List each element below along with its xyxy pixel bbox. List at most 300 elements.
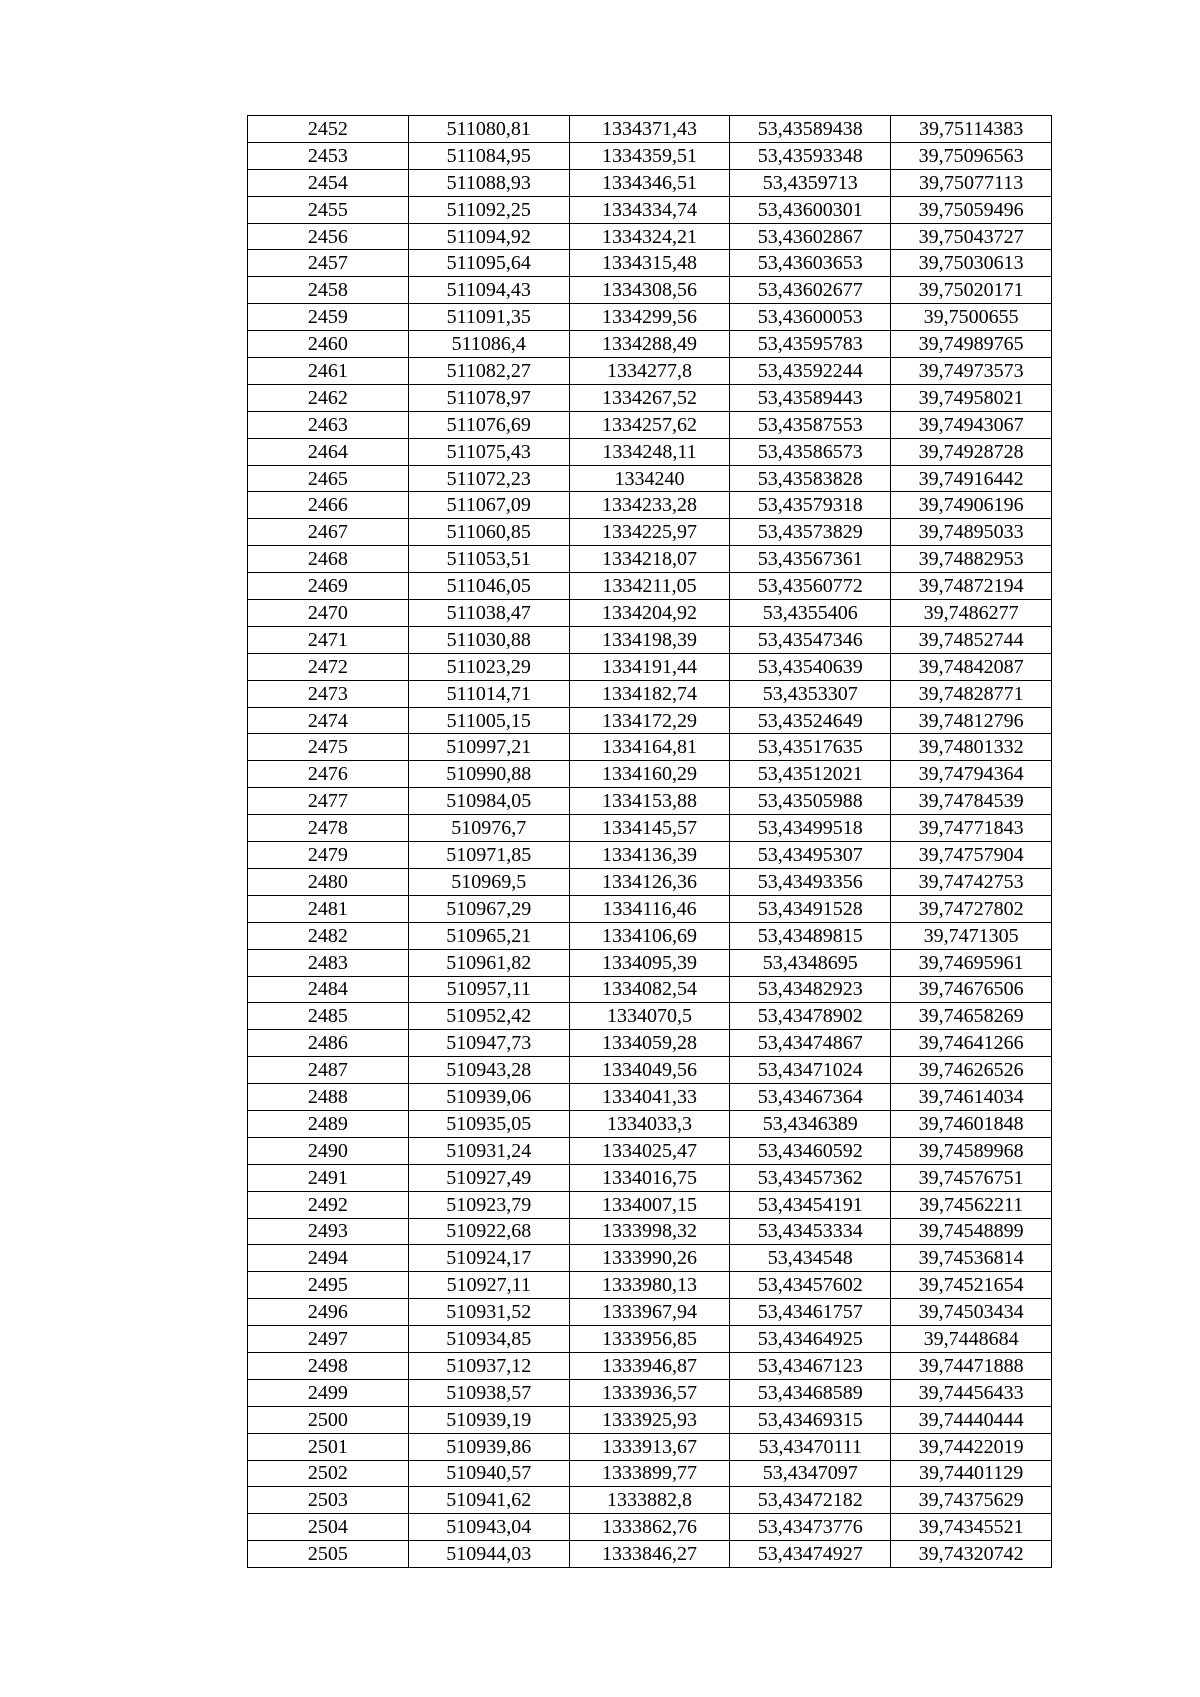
latitude-cell: 53,43489815 (730, 922, 891, 949)
point-number-cell: 2473 (248, 680, 409, 707)
y-coordinate-cell: 1334334,74 (569, 196, 730, 223)
point-number-cell: 2489 (248, 1110, 409, 1137)
y-coordinate-cell: 1334116,46 (569, 895, 730, 922)
y-coordinate-cell: 1333956,85 (569, 1326, 730, 1353)
latitude-cell: 53,43589438 (730, 116, 891, 143)
latitude-cell: 53,43478902 (730, 1003, 891, 1030)
point-number-cell: 2502 (248, 1460, 409, 1487)
y-coordinate-cell: 1334240 (569, 465, 730, 492)
table-row (248, 411, 1052, 438)
longitude-cell: 39,74872194 (891, 573, 1052, 600)
x-coordinate-cell: 511023,29 (408, 653, 569, 680)
x-coordinate-cell: 510922,68 (408, 1218, 569, 1245)
table-row (248, 815, 1052, 842)
latitude-cell: 53,43540639 (730, 653, 891, 680)
point-number-cell: 2503 (248, 1487, 409, 1514)
longitude-cell: 39,75059496 (891, 196, 1052, 223)
latitude-cell: 53,4353307 (730, 680, 891, 707)
y-coordinate-cell: 1334211,05 (569, 573, 730, 600)
table-row (248, 331, 1052, 358)
x-coordinate-cell: 511005,15 (408, 707, 569, 734)
point-number-cell: 2493 (248, 1218, 409, 1245)
x-coordinate-cell: 510947,73 (408, 1030, 569, 1057)
point-number-cell: 2490 (248, 1137, 409, 1164)
latitude-cell: 53,43464925 (730, 1326, 891, 1353)
y-coordinate-cell: 1334041,33 (569, 1084, 730, 1111)
y-coordinate-cell: 1334033,3 (569, 1110, 730, 1137)
x-coordinate-cell: 510957,11 (408, 976, 569, 1003)
x-coordinate-cell: 510939,86 (408, 1433, 569, 1460)
latitude-cell: 53,43603653 (730, 250, 891, 277)
table-row (248, 492, 1052, 519)
table-row (248, 868, 1052, 895)
latitude-cell: 53,43468589 (730, 1379, 891, 1406)
latitude-cell: 53,43579318 (730, 492, 891, 519)
longitude-cell: 39,74895033 (891, 519, 1052, 546)
table-row (248, 1299, 1052, 1326)
y-coordinate-cell: 1334299,56 (569, 304, 730, 331)
x-coordinate-cell: 511094,43 (408, 277, 569, 304)
y-coordinate-cell: 1333998,32 (569, 1218, 730, 1245)
longitude-cell: 39,75114383 (891, 116, 1052, 143)
table-row (248, 1110, 1052, 1137)
point-number-cell: 2486 (248, 1030, 409, 1057)
table-row (248, 788, 1052, 815)
y-coordinate-cell: 1334248,11 (569, 438, 730, 465)
y-coordinate-cell: 1334007,15 (569, 1191, 730, 1218)
y-coordinate-cell: 1333899,77 (569, 1460, 730, 1487)
table-row (248, 653, 1052, 680)
y-coordinate-cell: 1334145,57 (569, 815, 730, 842)
x-coordinate-cell: 511084,95 (408, 142, 569, 169)
latitude-cell: 53,4355406 (730, 600, 891, 627)
y-coordinate-cell: 1334225,97 (569, 519, 730, 546)
y-coordinate-cell: 1334059,28 (569, 1030, 730, 1057)
x-coordinate-cell: 511030,88 (408, 626, 569, 653)
y-coordinate-cell: 1334191,44 (569, 653, 730, 680)
y-coordinate-cell: 1334160,29 (569, 761, 730, 788)
y-coordinate-cell: 1334106,69 (569, 922, 730, 949)
latitude-cell: 53,43512021 (730, 761, 891, 788)
latitude-cell: 53,4359713 (730, 169, 891, 196)
table-row (248, 116, 1052, 143)
table-row (248, 680, 1052, 707)
longitude-cell: 39,74928728 (891, 438, 1052, 465)
point-number-cell: 2455 (248, 196, 409, 223)
table-row (248, 1030, 1052, 1057)
longitude-cell: 39,74906196 (891, 492, 1052, 519)
longitude-cell: 39,74801332 (891, 734, 1052, 761)
y-coordinate-cell: 1334070,5 (569, 1003, 730, 1030)
x-coordinate-cell: 510941,62 (408, 1487, 569, 1514)
x-coordinate-cell: 510924,17 (408, 1245, 569, 1272)
point-number-cell: 2456 (248, 223, 409, 250)
longitude-cell: 39,74973573 (891, 358, 1052, 385)
latitude-cell: 53,43567361 (730, 546, 891, 573)
x-coordinate-cell: 511072,23 (408, 465, 569, 492)
x-coordinate-cell: 510931,24 (408, 1137, 569, 1164)
y-coordinate-cell: 1333946,87 (569, 1352, 730, 1379)
table-row (248, 223, 1052, 250)
latitude-cell: 53,43517635 (730, 734, 891, 761)
latitude-cell: 53,4347097 (730, 1460, 891, 1487)
x-coordinate-cell: 510961,82 (408, 949, 569, 976)
longitude-cell: 39,75077113 (891, 169, 1052, 196)
longitude-cell: 39,75020171 (891, 277, 1052, 304)
point-number-cell: 2466 (248, 492, 409, 519)
point-number-cell: 2482 (248, 922, 409, 949)
x-coordinate-cell: 511078,97 (408, 384, 569, 411)
y-coordinate-cell: 1334198,39 (569, 626, 730, 653)
x-coordinate-cell: 511095,64 (408, 250, 569, 277)
table-row (248, 384, 1052, 411)
longitude-cell: 39,74626526 (891, 1057, 1052, 1084)
point-number-cell: 2471 (248, 626, 409, 653)
table-row (248, 465, 1052, 492)
longitude-cell: 39,74943067 (891, 411, 1052, 438)
longitude-cell: 39,74771843 (891, 815, 1052, 842)
table-row (248, 949, 1052, 976)
x-coordinate-cell: 511067,09 (408, 492, 569, 519)
longitude-cell: 39,74589968 (891, 1137, 1052, 1164)
point-number-cell: 2468 (248, 546, 409, 573)
x-coordinate-cell: 511038,47 (408, 600, 569, 627)
longitude-cell: 39,74614034 (891, 1084, 1052, 1111)
point-number-cell: 2501 (248, 1433, 409, 1460)
longitude-cell: 39,74852744 (891, 626, 1052, 653)
table-row (248, 358, 1052, 385)
x-coordinate-cell: 510939,06 (408, 1084, 569, 1111)
longitude-cell: 39,74503434 (891, 1299, 1052, 1326)
latitude-cell: 53,43472182 (730, 1487, 891, 1514)
latitude-cell: 53,43573829 (730, 519, 891, 546)
table-row (248, 1137, 1052, 1164)
point-number-cell: 2483 (248, 949, 409, 976)
table-row (248, 250, 1052, 277)
latitude-cell: 53,4346389 (730, 1110, 891, 1137)
x-coordinate-cell: 510938,57 (408, 1379, 569, 1406)
latitude-cell: 53,43454191 (730, 1191, 891, 1218)
latitude-cell: 53,43593348 (730, 142, 891, 169)
y-coordinate-cell: 1334359,51 (569, 142, 730, 169)
y-coordinate-cell: 1333990,26 (569, 1245, 730, 1272)
y-coordinate-cell: 1333967,94 (569, 1299, 730, 1326)
point-number-cell: 2495 (248, 1272, 409, 1299)
x-coordinate-cell: 510944,03 (408, 1541, 569, 1568)
longitude-cell: 39,74695961 (891, 949, 1052, 976)
point-number-cell: 2499 (248, 1379, 409, 1406)
point-number-cell: 2487 (248, 1057, 409, 1084)
longitude-cell: 39,74548899 (891, 1218, 1052, 1245)
table-row (248, 1406, 1052, 1433)
table-row (248, 519, 1052, 546)
y-coordinate-cell: 1334095,39 (569, 949, 730, 976)
x-coordinate-cell: 511080,81 (408, 116, 569, 143)
x-coordinate-cell: 511092,25 (408, 196, 569, 223)
longitude-cell: 39,74958021 (891, 384, 1052, 411)
table-row (248, 1379, 1052, 1406)
longitude-cell: 39,74916442 (891, 465, 1052, 492)
latitude-cell: 53,43595783 (730, 331, 891, 358)
y-coordinate-cell: 1334082,54 (569, 976, 730, 1003)
point-number-cell: 2476 (248, 761, 409, 788)
table-row (248, 600, 1052, 627)
point-number-cell: 2463 (248, 411, 409, 438)
point-number-cell: 2479 (248, 842, 409, 869)
y-coordinate-cell: 1334025,47 (569, 1137, 730, 1164)
table-row (248, 626, 1052, 653)
latitude-cell: 53,43473776 (730, 1514, 891, 1541)
y-coordinate-cell: 1334371,43 (569, 116, 730, 143)
longitude-cell: 39,74375629 (891, 1487, 1052, 1514)
longitude-cell: 39,74422019 (891, 1433, 1052, 1460)
table-row (248, 1218, 1052, 1245)
x-coordinate-cell: 510967,29 (408, 895, 569, 922)
table-row (248, 546, 1052, 573)
point-number-cell: 2453 (248, 142, 409, 169)
point-number-cell: 2464 (248, 438, 409, 465)
point-number-cell: 2474 (248, 707, 409, 734)
latitude-cell: 53,43586573 (730, 438, 891, 465)
longitude-cell: 39,7486277 (891, 600, 1052, 627)
table-row (248, 1433, 1052, 1460)
latitude-cell: 53,43491528 (730, 895, 891, 922)
y-coordinate-cell: 1334182,74 (569, 680, 730, 707)
table-row (248, 169, 1052, 196)
table-row (248, 1084, 1052, 1111)
longitude-cell: 39,74676506 (891, 976, 1052, 1003)
point-number-cell: 2485 (248, 1003, 409, 1030)
x-coordinate-cell: 511082,27 (408, 358, 569, 385)
x-coordinate-cell: 510923,79 (408, 1191, 569, 1218)
longitude-cell: 39,74757904 (891, 842, 1052, 869)
latitude-cell: 53,43470111 (730, 1433, 891, 1460)
x-coordinate-cell: 511088,93 (408, 169, 569, 196)
point-number-cell: 2505 (248, 1541, 409, 1568)
latitude-cell: 53,43547346 (730, 626, 891, 653)
latitude-cell: 53,43474927 (730, 1541, 891, 1568)
point-number-cell: 2477 (248, 788, 409, 815)
x-coordinate-cell: 510943,04 (408, 1514, 569, 1541)
table-row (248, 734, 1052, 761)
latitude-cell: 53,434548 (730, 1245, 891, 1272)
point-number-cell: 2481 (248, 895, 409, 922)
longitude-cell: 39,74882953 (891, 546, 1052, 573)
x-coordinate-cell: 510990,88 (408, 761, 569, 788)
x-coordinate-cell: 510976,7 (408, 815, 569, 842)
x-coordinate-cell: 510969,5 (408, 868, 569, 895)
longitude-cell: 39,74320742 (891, 1541, 1052, 1568)
longitude-cell: 39,74727802 (891, 895, 1052, 922)
y-coordinate-cell: 1333913,67 (569, 1433, 730, 1460)
y-coordinate-cell: 1333846,27 (569, 1541, 730, 1568)
latitude-cell: 53,43592244 (730, 358, 891, 385)
latitude-cell: 53,43469315 (730, 1406, 891, 1433)
x-coordinate-cell: 510997,21 (408, 734, 569, 761)
point-number-cell: 2496 (248, 1299, 409, 1326)
longitude-cell: 39,74401129 (891, 1460, 1052, 1487)
latitude-cell: 53,43474867 (730, 1030, 891, 1057)
point-number-cell: 2488 (248, 1084, 409, 1111)
table-row (248, 142, 1052, 169)
x-coordinate-cell: 510931,52 (408, 1299, 569, 1326)
latitude-cell: 53,43482923 (730, 976, 891, 1003)
point-number-cell: 2470 (248, 600, 409, 627)
point-number-cell: 2500 (248, 1406, 409, 1433)
y-coordinate-cell: 1334324,21 (569, 223, 730, 250)
point-number-cell: 2492 (248, 1191, 409, 1218)
point-number-cell: 2494 (248, 1245, 409, 1272)
longitude-cell: 39,74812796 (891, 707, 1052, 734)
point-number-cell: 2475 (248, 734, 409, 761)
table-row (248, 196, 1052, 223)
latitude-cell: 53,43602677 (730, 277, 891, 304)
latitude-cell: 53,43493356 (730, 868, 891, 895)
table-row (248, 1487, 1052, 1514)
y-coordinate-cell: 1334126,36 (569, 868, 730, 895)
table-row (248, 895, 1052, 922)
table-row (248, 1003, 1052, 1030)
longitude-cell: 39,74456433 (891, 1379, 1052, 1406)
longitude-cell: 39,74641266 (891, 1030, 1052, 1057)
x-coordinate-cell: 511091,35 (408, 304, 569, 331)
latitude-cell: 53,43602867 (730, 223, 891, 250)
point-number-cell: 2497 (248, 1326, 409, 1353)
y-coordinate-cell: 1334346,51 (569, 169, 730, 196)
table-row (248, 1191, 1052, 1218)
y-coordinate-cell: 1334267,52 (569, 384, 730, 411)
y-coordinate-cell: 1333936,57 (569, 1379, 730, 1406)
y-coordinate-cell: 1334308,56 (569, 277, 730, 304)
x-coordinate-cell: 510927,49 (408, 1164, 569, 1191)
x-coordinate-cell: 510984,05 (408, 788, 569, 815)
longitude-cell: 39,7448684 (891, 1326, 1052, 1353)
table-row (248, 573, 1052, 600)
y-coordinate-cell: 1334016,75 (569, 1164, 730, 1191)
x-coordinate-cell: 510934,85 (408, 1326, 569, 1353)
table-row (248, 277, 1052, 304)
y-coordinate-cell: 1333862,76 (569, 1514, 730, 1541)
latitude-cell: 53,43460592 (730, 1137, 891, 1164)
y-coordinate-cell: 1334288,49 (569, 331, 730, 358)
y-coordinate-cell: 1334164,81 (569, 734, 730, 761)
point-number-cell: 2469 (248, 573, 409, 600)
latitude-cell: 53,43589443 (730, 384, 891, 411)
latitude-cell: 53,43583828 (730, 465, 891, 492)
point-number-cell: 2504 (248, 1514, 409, 1541)
table-row (248, 1057, 1052, 1084)
longitude-cell: 39,74521654 (891, 1272, 1052, 1299)
table-row (248, 761, 1052, 788)
latitude-cell: 53,43495307 (730, 842, 891, 869)
x-coordinate-cell: 510939,19 (408, 1406, 569, 1433)
latitude-cell: 53,43453334 (730, 1218, 891, 1245)
y-coordinate-cell: 1334153,88 (569, 788, 730, 815)
latitude-cell: 53,43600301 (730, 196, 891, 223)
point-number-cell: 2478 (248, 815, 409, 842)
longitude-cell: 39,74576751 (891, 1164, 1052, 1191)
table-row (248, 1164, 1052, 1191)
latitude-cell: 53,43461757 (730, 1299, 891, 1326)
table-row (248, 304, 1052, 331)
x-coordinate-cell: 510971,85 (408, 842, 569, 869)
x-coordinate-cell: 510935,05 (408, 1110, 569, 1137)
point-number-cell: 2452 (248, 116, 409, 143)
x-coordinate-cell: 511075,43 (408, 438, 569, 465)
longitude-cell: 39,74842087 (891, 653, 1052, 680)
y-coordinate-cell: 1333980,13 (569, 1272, 730, 1299)
table-row (248, 1541, 1052, 1568)
latitude-cell: 53,43467364 (730, 1084, 891, 1111)
point-number-cell: 2465 (248, 465, 409, 492)
longitude-cell: 39,75043727 (891, 223, 1052, 250)
latitude-cell: 53,43524649 (730, 707, 891, 734)
longitude-cell: 39,74345521 (891, 1514, 1052, 1541)
point-number-cell: 2467 (248, 519, 409, 546)
latitude-cell: 53,43587553 (730, 411, 891, 438)
x-coordinate-cell: 511053,51 (408, 546, 569, 573)
coordinates-table (247, 115, 1052, 1568)
longitude-cell: 39,74440444 (891, 1406, 1052, 1433)
table-row (248, 842, 1052, 869)
longitude-cell: 39,75096563 (891, 142, 1052, 169)
x-coordinate-cell: 510927,11 (408, 1272, 569, 1299)
y-coordinate-cell: 1333925,93 (569, 1406, 730, 1433)
longitude-cell: 39,7500655 (891, 304, 1052, 331)
longitude-cell: 39,74989765 (891, 331, 1052, 358)
x-coordinate-cell: 511060,85 (408, 519, 569, 546)
x-coordinate-cell: 510940,57 (408, 1460, 569, 1487)
x-coordinate-cell: 511086,4 (408, 331, 569, 358)
latitude-cell: 53,43499518 (730, 815, 891, 842)
table-row (248, 707, 1052, 734)
y-coordinate-cell: 1334136,39 (569, 842, 730, 869)
point-number-cell: 2498 (248, 1352, 409, 1379)
point-number-cell: 2491 (248, 1164, 409, 1191)
latitude-cell: 53,43560772 (730, 573, 891, 600)
y-coordinate-cell: 1334049,56 (569, 1057, 730, 1084)
x-coordinate-cell: 510943,28 (408, 1057, 569, 1084)
y-coordinate-cell: 1333882,8 (569, 1487, 730, 1514)
point-number-cell: 2459 (248, 304, 409, 331)
x-coordinate-cell: 510937,12 (408, 1352, 569, 1379)
point-number-cell: 2484 (248, 976, 409, 1003)
y-coordinate-cell: 1334233,28 (569, 492, 730, 519)
longitude-cell: 39,74562211 (891, 1191, 1052, 1218)
longitude-cell: 39,74828771 (891, 680, 1052, 707)
x-coordinate-cell: 511014,71 (408, 680, 569, 707)
table-row (248, 1245, 1052, 1272)
x-coordinate-cell: 511046,05 (408, 573, 569, 600)
longitude-cell: 39,74742753 (891, 868, 1052, 895)
coordinates-table-body (248, 116, 1052, 1568)
table-row (248, 1272, 1052, 1299)
table-row (248, 976, 1052, 1003)
table-row (248, 922, 1052, 949)
longitude-cell: 39,74784539 (891, 788, 1052, 815)
latitude-cell: 53,43457362 (730, 1164, 891, 1191)
longitude-cell: 39,75030613 (891, 250, 1052, 277)
x-coordinate-cell: 511094,92 (408, 223, 569, 250)
y-coordinate-cell: 1334315,48 (569, 250, 730, 277)
table-row (248, 1326, 1052, 1353)
longitude-cell: 39,7471305 (891, 922, 1052, 949)
y-coordinate-cell: 1334218,07 (569, 546, 730, 573)
table-row (248, 1514, 1052, 1541)
point-number-cell: 2461 (248, 358, 409, 385)
x-coordinate-cell: 510965,21 (408, 922, 569, 949)
point-number-cell: 2457 (248, 250, 409, 277)
